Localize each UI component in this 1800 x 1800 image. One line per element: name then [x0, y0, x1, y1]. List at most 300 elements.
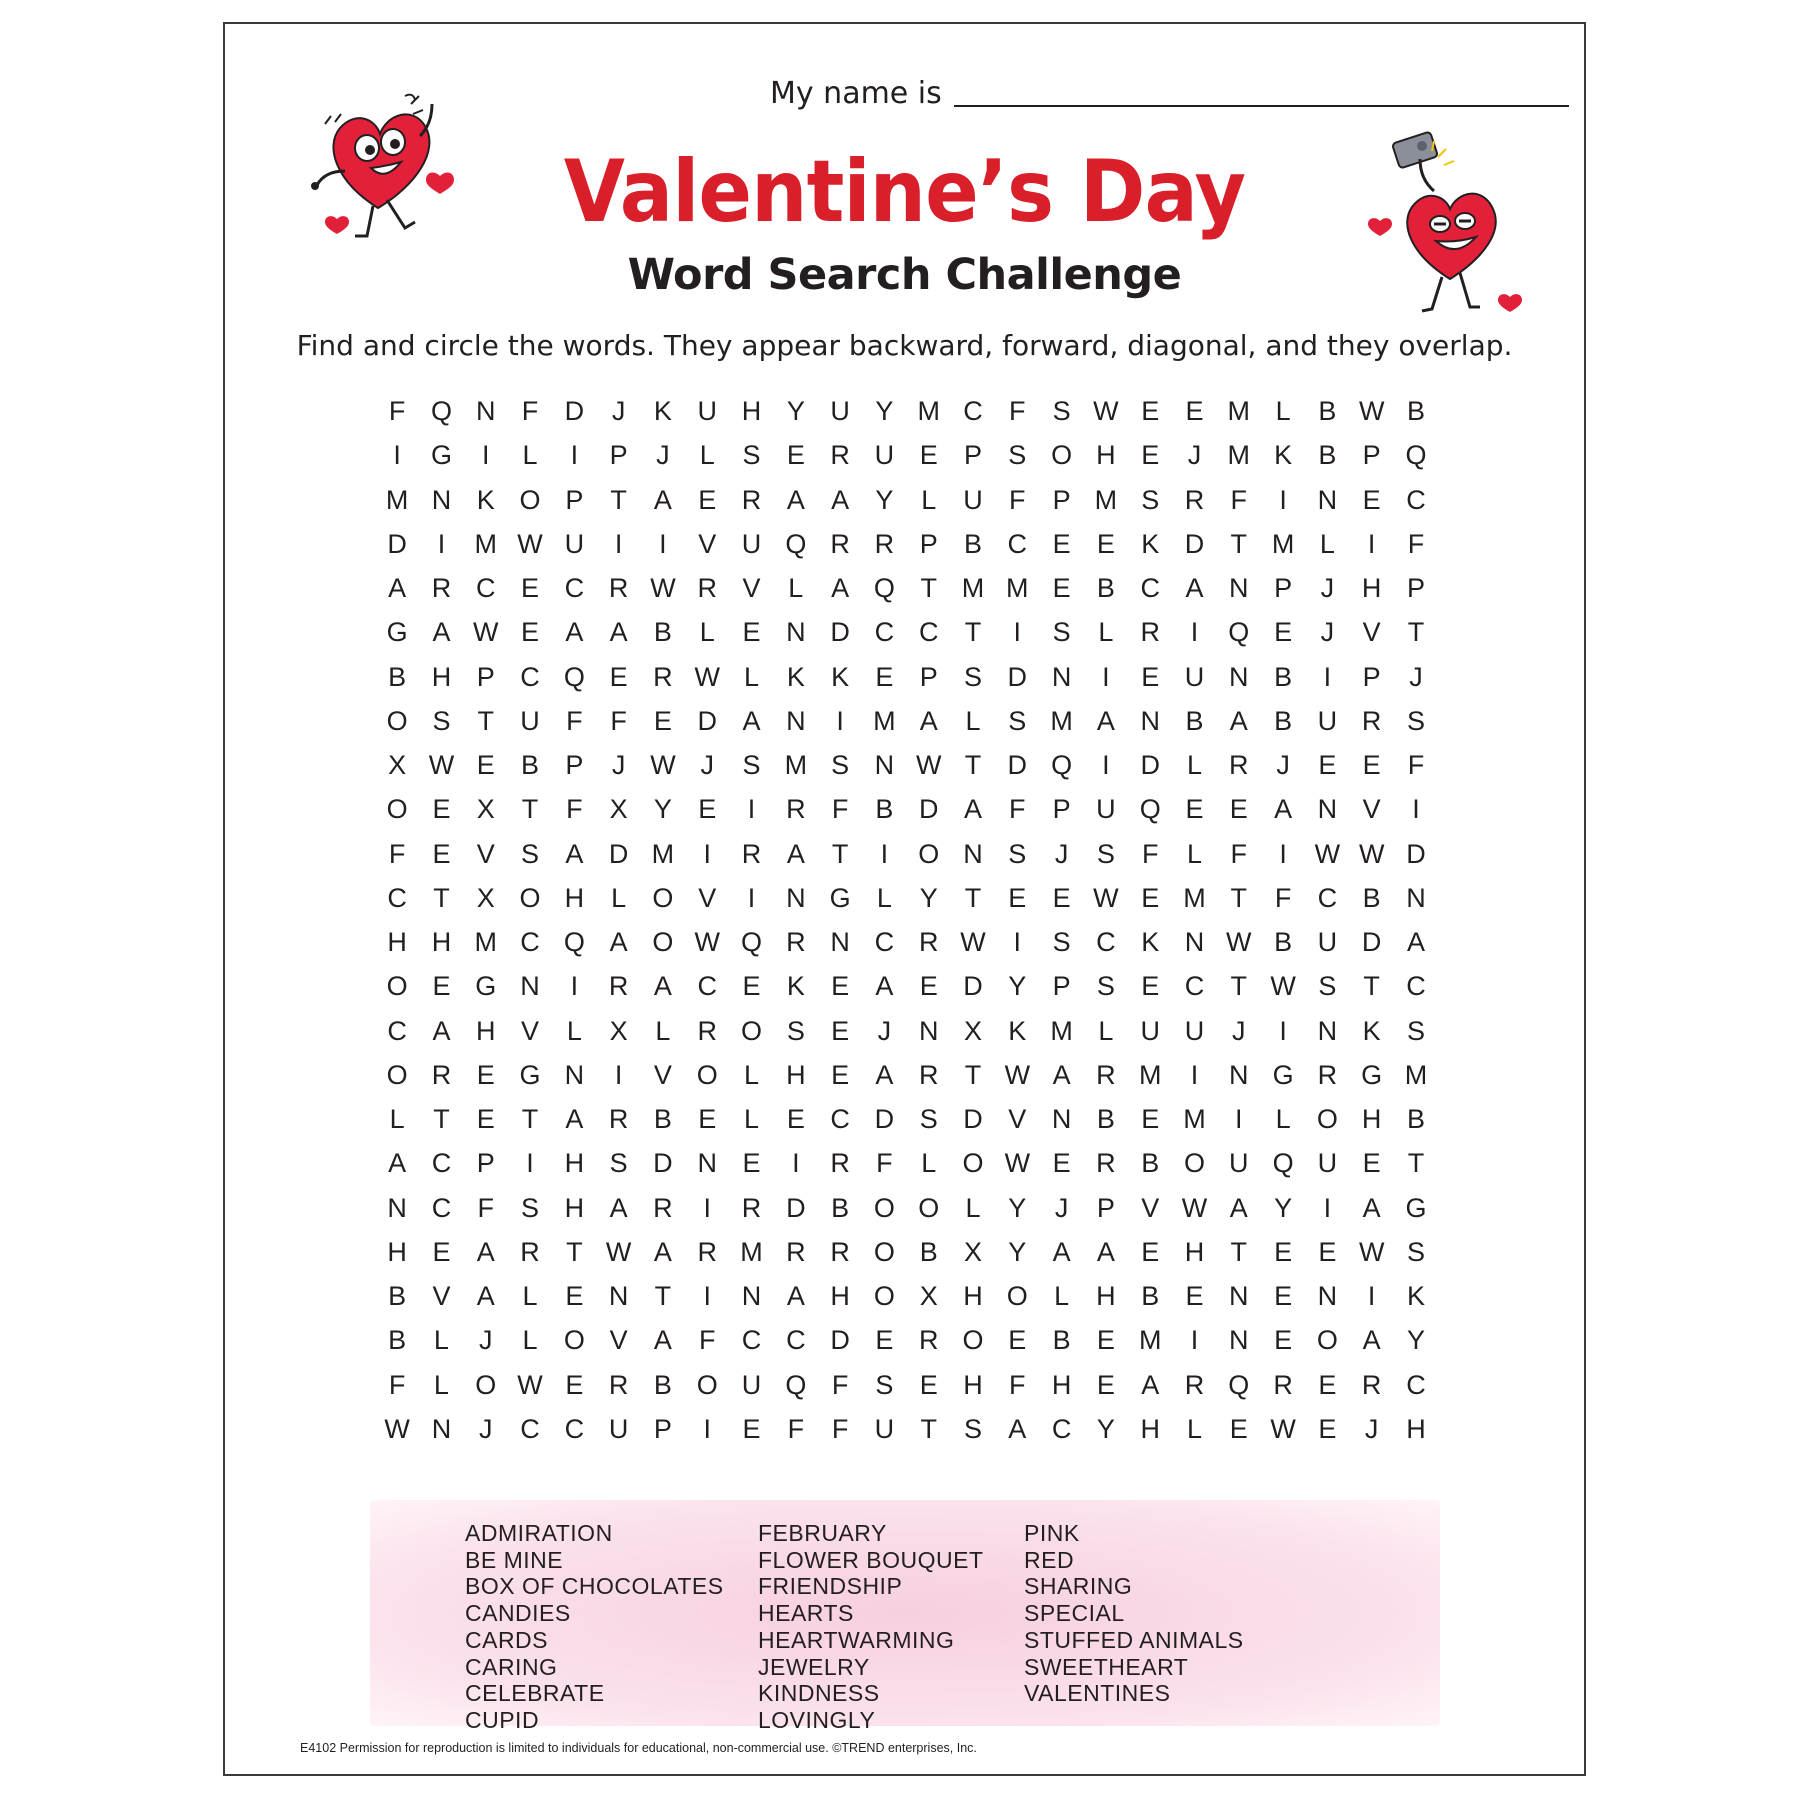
- grid-letter[interactable]: V: [609, 1325, 628, 1356]
- grid-letter[interactable]: R: [786, 1236, 806, 1267]
- grid-letter[interactable]: R: [608, 573, 629, 603]
- grid-letter[interactable]: T: [1363, 971, 1380, 1002]
- grid-letter[interactable]: I: [792, 1148, 800, 1179]
- grid-letter[interactable]: X: [609, 794, 628, 825]
- grid-letter[interactable]: W: [1181, 1192, 1208, 1223]
- grid-letter[interactable]: B: [1318, 396, 1337, 426]
- grid-letter[interactable]: E: [1362, 750, 1381, 780]
- grid-letter[interactable]: A: [831, 484, 850, 515]
- grid-letter[interactable]: O: [741, 1015, 763, 1046]
- grid-letter[interactable]: B: [1052, 1325, 1071, 1356]
- grid-letter[interactable]: J: [1187, 440, 1202, 471]
- grid-letter[interactable]: C: [1140, 573, 1160, 603]
- grid-letter[interactable]: A: [432, 617, 451, 648]
- grid-letter[interactable]: S: [1008, 838, 1027, 869]
- grid-letter[interactable]: W: [1004, 1148, 1031, 1179]
- grid-letter[interactable]: I: [1102, 661, 1110, 692]
- grid-letter[interactable]: D: [830, 1325, 850, 1356]
- grid-letter[interactable]: C: [520, 927, 540, 957]
- grid-letter[interactable]: A: [786, 838, 805, 869]
- grid-letter[interactable]: A: [1406, 927, 1425, 957]
- grid-letter[interactable]: C: [520, 1413, 540, 1444]
- grid-letter[interactable]: C: [697, 971, 717, 1002]
- grid-letter[interactable]: A: [1096, 705, 1115, 736]
- grid-letter[interactable]: I: [1102, 750, 1110, 780]
- grid-letter[interactable]: T: [1230, 971, 1248, 1002]
- grid-letter[interactable]: F: [610, 705, 627, 736]
- grid-letter[interactable]: N: [1229, 1325, 1249, 1356]
- grid-letter[interactable]: R: [1317, 1059, 1338, 1090]
- grid-letter[interactable]: I: [1323, 661, 1332, 692]
- grid-letter[interactable]: X: [476, 882, 495, 913]
- grid-letter[interactable]: C: [1007, 528, 1028, 559]
- grid-letter[interactable]: B: [1141, 1281, 1160, 1311]
- grid-letter[interactable]: Y: [875, 396, 894, 426]
- grid-letter[interactable]: L: [965, 1192, 981, 1223]
- grid-letter[interactable]: K: [786, 661, 805, 692]
- grid-letter[interactable]: O: [386, 705, 408, 736]
- grid-letter[interactable]: Q: [1139, 794, 1161, 825]
- grid-letter[interactable]: A: [432, 1015, 451, 1046]
- grid-letter[interactable]: F: [566, 705, 583, 736]
- grid-letter[interactable]: H: [1361, 573, 1382, 603]
- grid-letter[interactable]: I: [747, 794, 756, 825]
- grid-letter[interactable]: V: [698, 528, 717, 559]
- grid-letter[interactable]: E: [831, 1059, 850, 1090]
- grid-letter[interactable]: X: [919, 1281, 938, 1311]
- grid-letter[interactable]: N: [608, 1281, 629, 1311]
- grid-letter[interactable]: W: [650, 573, 676, 603]
- grid-letter[interactable]: I: [1412, 794, 1420, 825]
- grid-letter[interactable]: P: [565, 484, 584, 515]
- grid-letter[interactable]: V: [1362, 794, 1381, 825]
- grid-letter[interactable]: A: [476, 1281, 495, 1311]
- grid-letter[interactable]: E: [919, 971, 938, 1002]
- grid-letter[interactable]: M: [1050, 1015, 1073, 1046]
- grid-letter[interactable]: J: [478, 1413, 493, 1444]
- grid-letter[interactable]: W: [915, 750, 942, 780]
- grid-letter[interactable]: A: [1141, 1369, 1160, 1400]
- grid-letter[interactable]: V: [742, 573, 761, 603]
- grid-letter[interactable]: L: [1098, 1015, 1114, 1046]
- grid-letter[interactable]: Q: [741, 927, 763, 957]
- grid-letter[interactable]: F: [787, 1413, 805, 1444]
- grid-letter[interactable]: S: [1052, 927, 1071, 957]
- grid-letter[interactable]: D: [387, 528, 407, 559]
- grid-letter[interactable]: C: [387, 1015, 407, 1046]
- grid-letter[interactable]: I: [614, 528, 623, 559]
- grid-letter[interactable]: R: [697, 573, 717, 603]
- grid-letter[interactable]: R: [741, 1192, 762, 1223]
- grid-letter[interactable]: P: [1406, 573, 1425, 603]
- grid-letter[interactable]: D: [786, 1192, 806, 1223]
- name-input-line[interactable]: [954, 105, 1569, 107]
- grid-letter[interactable]: D: [1406, 838, 1426, 869]
- grid-letter[interactable]: E: [432, 971, 451, 1002]
- grid-letter[interactable]: E: [1274, 1281, 1293, 1311]
- grid-letter[interactable]: J: [1276, 750, 1290, 780]
- grid-letter[interactable]: L: [1054, 1281, 1070, 1311]
- grid-letter[interactable]: B: [1274, 927, 1293, 957]
- grid-letter[interactable]: C: [564, 573, 585, 603]
- grid-letter[interactable]: W: [694, 927, 720, 957]
- grid-letter[interactable]: H: [830, 1281, 850, 1311]
- grid-letter[interactable]: E: [742, 971, 761, 1002]
- grid-letter[interactable]: D: [918, 794, 939, 825]
- grid-letter[interactable]: M: [1404, 1059, 1428, 1090]
- grid-letter[interactable]: E: [742, 1413, 761, 1444]
- grid-letter[interactable]: C: [475, 573, 496, 603]
- grid-letter[interactable]: J: [700, 750, 714, 780]
- grid-letter[interactable]: M: [1050, 705, 1073, 736]
- grid-letter[interactable]: Y: [1096, 1413, 1115, 1444]
- grid-letter[interactable]: G: [829, 882, 851, 913]
- grid-letter[interactable]: N: [1140, 705, 1160, 736]
- grid-letter[interactable]: U: [741, 1369, 762, 1400]
- grid-letter[interactable]: Y: [919, 882, 938, 913]
- grid-letter[interactable]: V: [1008, 1104, 1027, 1134]
- grid-letter[interactable]: H: [387, 1236, 407, 1267]
- grid-letter[interactable]: L: [566, 1015, 582, 1046]
- grid-letter[interactable]: P: [476, 1148, 495, 1179]
- grid-letter[interactable]: T: [477, 705, 494, 736]
- grid-letter[interactable]: I: [1235, 1104, 1243, 1134]
- grid-letter[interactable]: R: [608, 971, 629, 1002]
- grid-letter[interactable]: K: [1274, 440, 1293, 471]
- grid-letter[interactable]: A: [1229, 705, 1248, 736]
- grid-letter[interactable]: M: [873, 705, 896, 736]
- grid-letter[interactable]: E: [698, 1104, 717, 1134]
- grid-letter[interactable]: A: [1052, 1236, 1071, 1267]
- grid-letter[interactable]: C: [431, 1148, 452, 1179]
- grid-letter[interactable]: T: [1407, 617, 1425, 648]
- grid-letter[interactable]: F: [1009, 396, 1026, 426]
- grid-letter[interactable]: U: [1317, 1148, 1338, 1179]
- grid-letter[interactable]: T: [654, 1281, 672, 1311]
- grid-letter[interactable]: C: [1317, 882, 1338, 913]
- grid-letter[interactable]: T: [1407, 1148, 1425, 1179]
- grid-letter[interactable]: G: [430, 440, 452, 471]
- grid-letter[interactable]: R: [1361, 705, 1382, 736]
- grid-letter[interactable]: F: [1009, 484, 1026, 515]
- grid-letter[interactable]: I: [703, 1192, 711, 1223]
- grid-letter[interactable]: M: [961, 573, 985, 603]
- grid-letter[interactable]: C: [741, 1325, 762, 1356]
- grid-letter[interactable]: I: [703, 1413, 711, 1444]
- grid-letter[interactable]: H: [786, 1059, 806, 1090]
- grid-letter[interactable]: A: [1096, 1236, 1115, 1267]
- grid-letter[interactable]: S: [1406, 705, 1425, 736]
- grid-letter[interactable]: N: [564, 1059, 585, 1090]
- grid-letter[interactable]: B: [1362, 882, 1381, 913]
- grid-letter[interactable]: L: [433, 1325, 449, 1356]
- grid-letter[interactable]: P: [653, 1413, 672, 1444]
- grid-letter[interactable]: I: [1367, 1281, 1376, 1311]
- grid-letter[interactable]: H: [963, 1369, 983, 1400]
- grid-letter[interactable]: A: [742, 705, 761, 736]
- grid-letter[interactable]: E: [831, 971, 850, 1002]
- grid-letter[interactable]: V: [476, 838, 495, 869]
- grid-letter[interactable]: N: [786, 705, 806, 736]
- grid-letter[interactable]: F: [1141, 838, 1159, 869]
- grid-letter[interactable]: S: [1096, 838, 1115, 869]
- grid-letter[interactable]: L: [921, 484, 937, 515]
- grid-letter[interactable]: Q: [1228, 1369, 1250, 1400]
- grid-letter[interactable]: N: [431, 484, 452, 515]
- grid-letter[interactable]: L: [1098, 617, 1114, 648]
- grid-letter[interactable]: A: [609, 1192, 628, 1223]
- grid-letter[interactable]: B: [875, 794, 894, 825]
- grid-letter[interactable]: C: [1096, 927, 1116, 957]
- grid-letter[interactable]: F: [388, 838, 406, 869]
- grid-letter[interactable]: P: [1052, 484, 1071, 515]
- grid-letter[interactable]: D: [1007, 661, 1028, 692]
- grid-letter[interactable]: H: [1051, 1369, 1072, 1400]
- grid-letter[interactable]: C: [830, 1104, 850, 1134]
- grid-letter[interactable]: N: [1317, 1281, 1338, 1311]
- grid-letter[interactable]: P: [565, 750, 584, 780]
- grid-letter[interactable]: U: [1184, 661, 1205, 692]
- grid-letter[interactable]: O: [475, 1369, 497, 1400]
- grid-letter[interactable]: R: [1229, 750, 1249, 780]
- grid-letter[interactable]: N: [697, 1148, 717, 1179]
- grid-letter[interactable]: U: [608, 1413, 629, 1444]
- grid-letter[interactable]: E: [1141, 396, 1160, 426]
- grid-letter[interactable]: B: [653, 617, 672, 648]
- grid-letter[interactable]: O: [563, 1325, 585, 1356]
- grid-letter[interactable]: D: [963, 971, 983, 1002]
- grid-letter[interactable]: A: [1362, 1325, 1381, 1356]
- grid-letter[interactable]: Y: [653, 794, 672, 825]
- grid-letter[interactable]: A: [653, 484, 672, 515]
- grid-letter[interactable]: S: [521, 838, 540, 869]
- grid-letter[interactable]: R: [653, 1192, 673, 1223]
- grid-letter[interactable]: S: [875, 1369, 894, 1400]
- grid-letter[interactable]: E: [565, 1281, 584, 1311]
- grid-letter[interactable]: L: [1319, 528, 1335, 559]
- grid-letter[interactable]: K: [1362, 1015, 1381, 1046]
- grid-letter[interactable]: E: [875, 661, 894, 692]
- grid-letter[interactable]: D: [963, 1104, 983, 1134]
- grid-letter[interactable]: A: [1229, 1192, 1248, 1223]
- grid-letter[interactable]: R: [830, 1236, 850, 1267]
- grid-letter[interactable]: U: [1096, 794, 1116, 825]
- grid-letter[interactable]: O: [386, 794, 408, 825]
- grid-letter[interactable]: T: [964, 882, 982, 913]
- grid-letter[interactable]: I: [570, 440, 579, 471]
- grid-letter[interactable]: X: [609, 1015, 628, 1046]
- grid-letter[interactable]: L: [522, 440, 538, 471]
- grid-letter[interactable]: P: [476, 661, 495, 692]
- grid-letter[interactable]: A: [476, 1236, 495, 1267]
- grid-letter[interactable]: R: [786, 927, 806, 957]
- grid-letter[interactable]: B: [1318, 440, 1337, 471]
- grid-letter[interactable]: F: [831, 1413, 849, 1444]
- grid-letter[interactable]: A: [1008, 1413, 1027, 1444]
- grid-letter[interactable]: E: [1318, 750, 1337, 780]
- grid-letter[interactable]: U: [963, 484, 983, 515]
- grid-letter[interactable]: M: [1094, 484, 1118, 515]
- grid-letter[interactable]: S: [1141, 484, 1160, 515]
- grid-letter[interactable]: A: [786, 484, 805, 515]
- grid-letter[interactable]: B: [388, 1325, 407, 1356]
- grid-letter[interactable]: E: [742, 617, 761, 648]
- grid-letter[interactable]: E: [919, 1369, 938, 1400]
- grid-letter[interactable]: S: [432, 705, 451, 736]
- grid-letter[interactable]: W: [384, 1413, 410, 1444]
- grid-letter[interactable]: B: [1406, 1104, 1425, 1134]
- grid-letter[interactable]: N: [786, 882, 806, 913]
- grid-letter[interactable]: X: [388, 750, 407, 780]
- grid-letter[interactable]: S: [742, 440, 761, 471]
- grid-letter[interactable]: O: [962, 1148, 984, 1179]
- grid-letter[interactable]: J: [1409, 661, 1423, 692]
- grid-letter[interactable]: R: [830, 528, 850, 559]
- grid-letter[interactable]: M: [1183, 882, 1206, 913]
- grid-letter[interactable]: A: [786, 1281, 805, 1311]
- grid-letter[interactable]: W: [1358, 396, 1385, 426]
- grid-letter[interactable]: E: [1052, 1148, 1071, 1179]
- grid-letter[interactable]: E: [698, 484, 717, 515]
- grid-letter[interactable]: L: [921, 1148, 937, 1179]
- grid-letter[interactable]: R: [431, 1059, 452, 1090]
- grid-letter[interactable]: O: [652, 882, 674, 913]
- grid-letter[interactable]: D: [653, 1148, 673, 1179]
- grid-letter[interactable]: E: [786, 440, 805, 471]
- grid-letter[interactable]: I: [614, 1059, 623, 1090]
- grid-letter[interactable]: S: [919, 1104, 938, 1134]
- grid-letter[interactable]: O: [386, 971, 408, 1002]
- grid-letter[interactable]: N: [1406, 882, 1426, 913]
- grid-letter[interactable]: I: [393, 440, 401, 471]
- grid-letter[interactable]: F: [388, 396, 406, 426]
- grid-letter[interactable]: A: [565, 1104, 584, 1134]
- grid-letter[interactable]: L: [522, 1325, 538, 1356]
- grid-letter[interactable]: B: [653, 1104, 672, 1134]
- grid-letter[interactable]: L: [744, 1059, 760, 1090]
- grid-letter[interactable]: E: [1274, 617, 1293, 648]
- grid-letter[interactable]: E: [1141, 971, 1160, 1002]
- grid-letter[interactable]: J: [1054, 1192, 1069, 1223]
- grid-letter[interactable]: H: [564, 1192, 585, 1223]
- grid-letter[interactable]: P: [919, 528, 938, 559]
- grid-letter[interactable]: I: [1323, 1192, 1332, 1223]
- grid-letter[interactable]: N: [1229, 1059, 1249, 1090]
- grid-letter[interactable]: O: [1316, 1104, 1338, 1134]
- grid-letter[interactable]: G: [519, 1059, 541, 1090]
- grid-letter[interactable]: Q: [430, 396, 452, 426]
- grid-letter[interactable]: H: [1140, 1413, 1160, 1444]
- grid-letter[interactable]: A: [388, 1148, 407, 1179]
- grid-letter[interactable]: D: [1140, 750, 1160, 780]
- grid-letter[interactable]: X: [476, 794, 495, 825]
- grid-letter[interactable]: B: [1096, 573, 1115, 603]
- grid-letter[interactable]: H: [431, 661, 452, 692]
- grid-letter[interactable]: Q: [563, 927, 585, 957]
- grid-letter[interactable]: Y: [1008, 1192, 1027, 1223]
- grid-letter[interactable]: E: [1052, 573, 1071, 603]
- grid-letter[interactable]: A: [609, 927, 628, 957]
- grid-letter[interactable]: R: [918, 1325, 939, 1356]
- grid-letter[interactable]: F: [521, 396, 539, 426]
- grid-letter[interactable]: E: [1274, 1325, 1293, 1356]
- grid-letter[interactable]: W: [1093, 396, 1119, 426]
- grid-letter[interactable]: R: [697, 1236, 717, 1267]
- grid-letter[interactable]: E: [1141, 661, 1160, 692]
- grid-letter[interactable]: N: [741, 1281, 762, 1311]
- grid-letter[interactable]: E: [1318, 1413, 1337, 1444]
- grid-letter[interactable]: U: [1317, 705, 1338, 736]
- grid-letter[interactable]: K: [831, 661, 850, 692]
- grid-letter[interactable]: L: [389, 1104, 405, 1134]
- grid-letter[interactable]: S: [1318, 971, 1337, 1002]
- grid-letter[interactable]: A: [964, 794, 983, 825]
- grid-letter[interactable]: W: [605, 1236, 632, 1267]
- grid-letter[interactable]: D: [1007, 750, 1028, 780]
- grid-letter[interactable]: A: [1185, 573, 1204, 603]
- grid-letter[interactable]: M: [1227, 440, 1251, 471]
- grid-letter[interactable]: S: [742, 750, 761, 780]
- grid-letter[interactable]: O: [918, 1192, 940, 1223]
- grid-letter[interactable]: B: [1274, 705, 1293, 736]
- grid-letter[interactable]: N: [1317, 1015, 1338, 1046]
- grid-letter[interactable]: I: [526, 1148, 534, 1179]
- grid-letter[interactable]: N: [1229, 1281, 1249, 1311]
- grid-letter[interactable]: T: [521, 1104, 539, 1134]
- grid-letter[interactable]: B: [521, 750, 540, 780]
- grid-letter[interactable]: N: [1317, 484, 1338, 515]
- grid-letter[interactable]: G: [1361, 1059, 1383, 1090]
- grid-letter[interactable]: M: [784, 750, 808, 780]
- grid-letter[interactable]: K: [1141, 528, 1160, 559]
- grid-letter[interactable]: L: [788, 573, 804, 603]
- grid-letter[interactable]: H: [431, 927, 452, 957]
- grid-letter[interactable]: C: [431, 1192, 452, 1223]
- grid-letter[interactable]: U: [830, 396, 850, 426]
- grid-letter[interactable]: M: [651, 838, 675, 869]
- grid-letter[interactable]: W: [428, 750, 455, 780]
- grid-letter[interactable]: C: [963, 396, 983, 426]
- grid-letter[interactable]: K: [1406, 1281, 1425, 1311]
- grid-letter[interactable]: E: [476, 750, 495, 780]
- grid-letter[interactable]: E: [1141, 440, 1160, 471]
- grid-letter[interactable]: E: [1141, 1236, 1160, 1267]
- grid-letter[interactable]: T: [831, 838, 849, 869]
- grid-letter[interactable]: E: [432, 794, 451, 825]
- grid-letter[interactable]: E: [1185, 396, 1204, 426]
- grid-letter[interactable]: Y: [786, 396, 805, 426]
- grid-letter[interactable]: E: [521, 617, 540, 648]
- grid-letter[interactable]: K: [1008, 1015, 1027, 1046]
- grid-letter[interactable]: D: [1361, 927, 1382, 957]
- grid-letter[interactable]: R: [741, 838, 762, 869]
- grid-letter[interactable]: N: [874, 750, 895, 780]
- grid-letter[interactable]: F: [1407, 750, 1425, 780]
- grid-letter[interactable]: H: [1096, 440, 1116, 471]
- grid-letter[interactable]: Q: [785, 528, 807, 559]
- grid-letter[interactable]: C: [1406, 971, 1426, 1002]
- grid-letter[interactable]: E: [1096, 1325, 1115, 1356]
- grid-letter[interactable]: T: [1230, 1236, 1248, 1267]
- grid-letter[interactable]: M: [385, 484, 409, 515]
- grid-letter[interactable]: T: [964, 617, 982, 648]
- grid-letter[interactable]: S: [1096, 971, 1115, 1002]
- grid-letter[interactable]: U: [564, 528, 585, 559]
- grid-letter[interactable]: P: [1052, 794, 1071, 825]
- grid-letter[interactable]: E: [565, 1369, 584, 1400]
- grid-letter[interactable]: E: [1229, 794, 1248, 825]
- grid-letter[interactable]: I: [836, 705, 844, 736]
